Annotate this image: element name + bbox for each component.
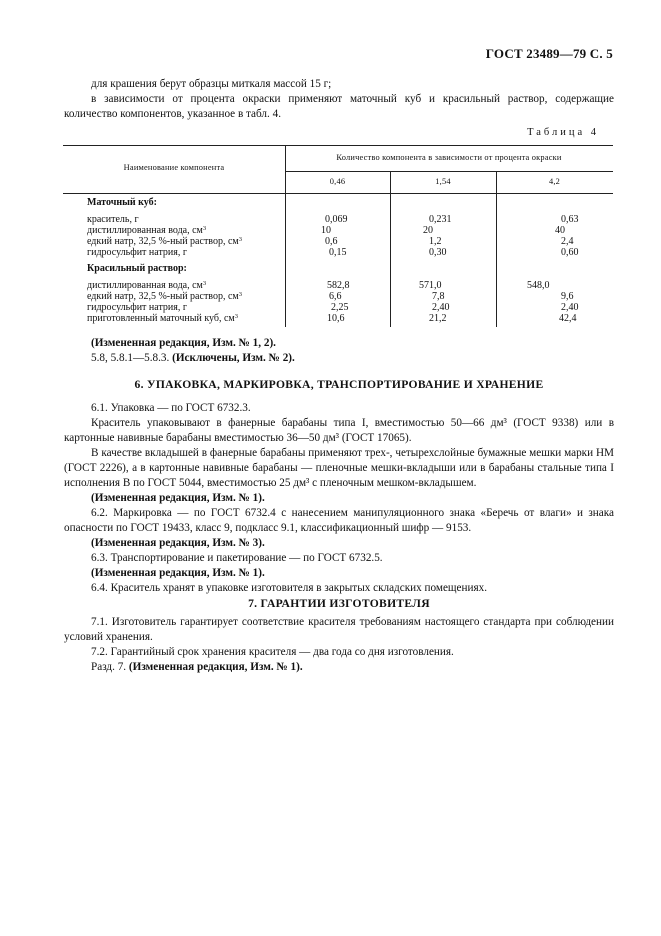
row-value: 0,60: [561, 247, 579, 258]
section-ref: Разд. 7.: [91, 661, 127, 673]
row-value: 1,2: [429, 236, 442, 247]
row-name: краситель, г: [87, 214, 139, 225]
row-value: 21,2: [429, 313, 447, 324]
paragraph: 6.2. Маркировка — по ГОСТ 6732.4 с нанесением манипуляционного знака «Беречь от влаги» и знака опасности по ГОСТ 19433, класс 9, подкласс 9.1, классификационный шифр — 9153.: [64, 507, 614, 534]
row-value: 2,40: [561, 302, 579, 313]
percent-header-2: 1,54: [435, 177, 451, 186]
row-value: 0,63: [561, 214, 579, 225]
page-header: ГОСТ 23489—79 С. 5: [485, 46, 613, 61]
row-value: 582,8: [327, 280, 350, 291]
row-value: 0,30: [429, 247, 447, 258]
row-value: 7,8: [432, 291, 445, 302]
row-unit-superscript: 3: [202, 280, 207, 287]
intro-line-2: в зависимости от процента окраски применяют маточный куб и красильный раствор, содержащие количество компонентов, указанное в табл. 4.: [64, 93, 614, 120]
col-name-header: Наименование компонента: [123, 163, 225, 172]
row-value: 2,25: [331, 302, 349, 313]
row-value: 571,0: [419, 280, 442, 291]
row-unit-superscript: 3: [234, 313, 239, 320]
col-group-header: Количество компонента в зависимости от процента окраски: [336, 153, 562, 162]
group-title: Красильный раствор:: [87, 263, 187, 274]
excluded-items: 5.8, 5.8.1—5.8.3.: [91, 352, 170, 364]
paragraph: 7.2. Гарантийный срок хранения красителя — два года со дня изготовления.: [91, 646, 454, 658]
group-title: Маточный куб:: [87, 197, 157, 208]
row-name: дистиллированная вода, см: [87, 225, 203, 236]
row-value: 548,0: [527, 280, 550, 291]
paragraph: 6.3. Транспортирование и пакетирование — по ГОСТ 6732.5.: [91, 552, 383, 564]
paragraph: 6.1. Упаковка — по ГОСТ 6732.3.: [91, 402, 251, 414]
row-value: 2,4: [561, 236, 574, 247]
paragraph: В качестве вкладышей в фанерные барабаны применяют трех-, четырехслойные бумажные мешки марки НМ (ГОСТ 2226), а в картонные навивные барабаны — пленочные мешки-вкладыши или в барабаны стальные типа I исполнения В по ГОСТ 5044, вместимостью 25 дм³ с пленочным мешком-вкладышем.: [64, 447, 614, 489]
row-value: 0,15: [329, 247, 347, 258]
percent-header-1: 0,46: [329, 177, 346, 186]
excluded-note: (Исключены, Изм. № 2).: [172, 352, 295, 364]
row-value: 40: [555, 225, 565, 236]
row-value: 6,6: [329, 291, 342, 302]
table-caption: Таблица 4: [527, 127, 599, 138]
row-value: 10: [321, 225, 331, 236]
row-value: 0,231: [429, 214, 452, 225]
row-name: приготовленный маточный куб, см: [87, 313, 235, 324]
paragraph: 7.1. Изготовитель гарантирует соответствие красителя требованиям настоящего стандарта при соблюдении условий хранения.: [64, 616, 614, 643]
table-notes: [64, 336, 614, 366]
row-unit-superscript: 3: [202, 225, 207, 232]
row-value: 0,069: [325, 214, 348, 225]
amendment-note: (Измененная редакция, Изм. № 1).: [91, 567, 265, 579]
amendment-note: (Измененная редакция, Изм. № 1, 2).: [91, 337, 276, 349]
row-value: 10,6: [327, 313, 345, 324]
row-unit-superscript: 3: [238, 291, 242, 298]
row-value: 9,6: [561, 291, 574, 302]
row-unit-superscript: 3: [238, 236, 242, 243]
section-7-body: [64, 615, 614, 675]
intro-line-1: для крашения берут образцы миткаля массой 15 г;: [91, 78, 332, 90]
intro-text: [64, 77, 614, 122]
row-value: 20: [423, 225, 433, 236]
amendment-note: (Измененная редакция, Изм. № 1).: [128, 661, 303, 673]
row-value: 0,6: [325, 236, 338, 247]
row-name: гидросульфит натрия, г: [87, 302, 187, 313]
row-value: 2,40: [432, 302, 450, 313]
row-name: едкий натр, 32,5 %-ный раствор, см: [87, 236, 239, 247]
paragraph: 6.4. Краситель хранят в упаковке изготовителя в закрытых складских помещениях.: [91, 582, 488, 594]
components-table: [63, 145, 613, 327]
percent-header-3: 4,2: [548, 177, 561, 186]
section-7-title: 7. ГАРАНТИИ ИЗГОТОВИТЕЛЯ: [248, 597, 430, 610]
paragraph: Краситель упаковывают в фанерные барабаны типа I, вместимостью 50—66 дм³ (ГОСТ 9338) или в картонные навивные барабаны вместимостью 36—50 дм³ (ГОСТ 17065).: [64, 417, 614, 444]
row-name: дистиллированная вода, см: [87, 280, 203, 291]
amendment-note: (Измененная редакция, Изм. № 3).: [91, 537, 265, 549]
section-6-title: 6. УПАКОВКА, МАРКИРОВКА, ТРАНСПОРТИРОВАНИЕ И ХРАНЕНИЕ: [134, 378, 544, 391]
row-name: гидросульфит натрия, г: [87, 247, 187, 258]
section-6-body: [64, 401, 614, 596]
row-name: едкий натр, 32,5 %-ный раствор, см: [87, 291, 239, 302]
row-value: 42,4: [559, 313, 577, 324]
amendment-note: (Измененная редакция, Изм. № 1).: [91, 492, 265, 504]
